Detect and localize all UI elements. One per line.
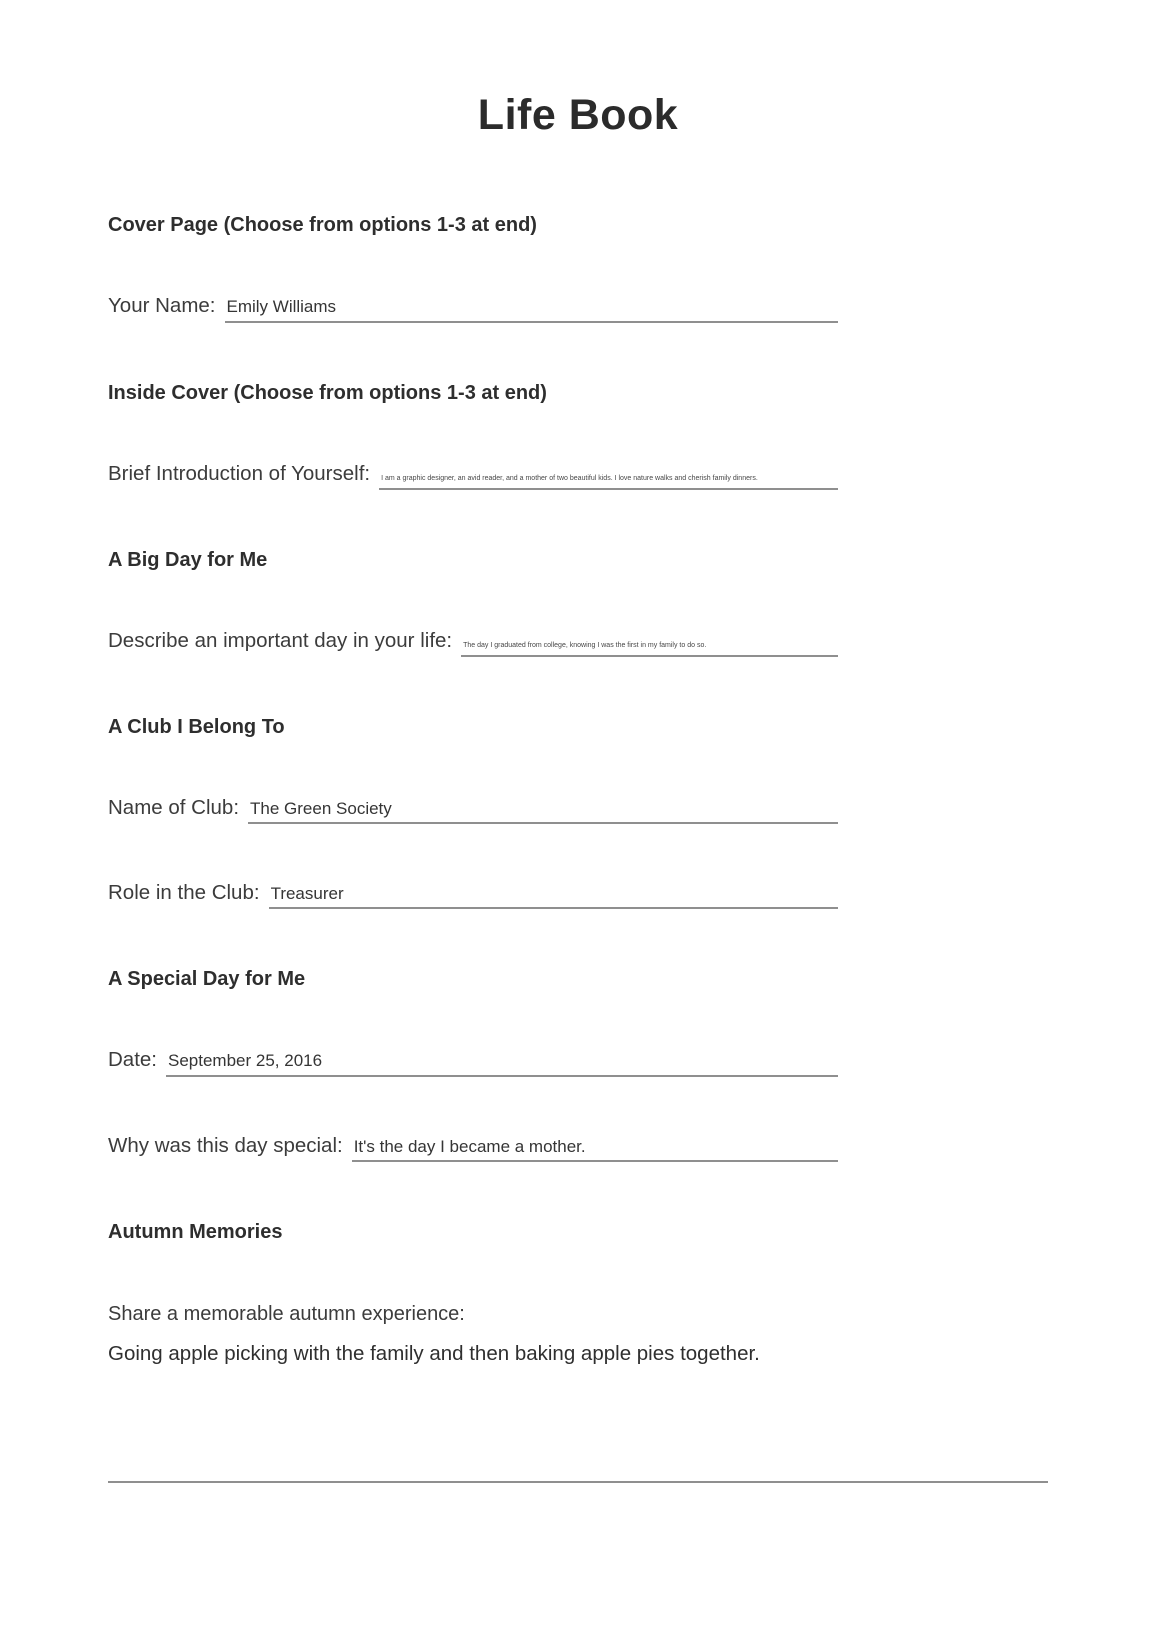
field-why-special: [108, 1134, 838, 1162]
autumn-experience-answer: Going apple picking with the family and then baking apple pies together.: [108, 1342, 760, 1366]
your-name-label: Your Name:: [108, 294, 216, 318]
your-name-value: Emily Williams: [226, 297, 337, 317]
field-important-day: [108, 629, 838, 657]
brief-introduction-label: Brief Introduction of Yourself:: [108, 461, 371, 485]
why-special-input-line[interactable]: [352, 1137, 838, 1162]
answer-blank-line[interactable]: [108, 1481, 1048, 1483]
section-heading-autumn-memories: Autumn Memories: [108, 1221, 283, 1244]
date-label: Date:: [108, 1048, 157, 1072]
date-value: September 25, 2016: [168, 1051, 323, 1071]
field-brief-introduction: [108, 462, 838, 490]
brief-introduction-value: I am a graphic designer, an avid reader, and a mother of two beautiful kids. I love nature walks and cherish family dinners.: [381, 474, 758, 482]
your-name-input-line[interactable]: [225, 297, 839, 322]
section-heading-big-day: A Big Day for Me: [108, 548, 268, 571]
name-of-club-label: Name of Club:: [108, 795, 240, 819]
field-name-of-club: [108, 796, 838, 824]
field-date: [108, 1048, 838, 1076]
autumn-experience-prompt: Share a memorable autumn experience:: [108, 1303, 465, 1326]
role-in-club-label: Role in the Club:: [108, 881, 260, 905]
why-special-value: It's the day I became a mother.: [353, 1136, 586, 1156]
date-input-line[interactable]: [166, 1051, 838, 1076]
name-of-club-input-line[interactable]: [248, 799, 838, 824]
page-title: Life Book: [477, 91, 679, 139]
why-special-label: Why was this day special:: [108, 1133, 343, 1157]
role-in-club-value: Treasurer: [270, 884, 344, 904]
important-day-label: Describe an important day in your life:: [108, 628, 453, 652]
important-day-value: The day I graduated from college, knowing I was the first in my family to do so.: [463, 641, 707, 649]
role-in-club-input-line[interactable]: [269, 884, 838, 909]
section-heading-special-day: A Special Day for Me: [108, 968, 306, 991]
section-heading-cover-page: Cover Page (Choose from options 1-3 at end): [108, 214, 537, 237]
section-heading-club: A Club I Belong To: [108, 715, 285, 738]
name-of-club-value: The Green Society: [250, 798, 392, 818]
brief-introduction-input-line[interactable]: [379, 467, 838, 490]
section-heading-inside-cover: Inside Cover (Choose from options 1-3 at end): [108, 381, 547, 404]
field-your-name: [108, 294, 838, 322]
field-role-in-club: [108, 881, 838, 909]
important-day-input-line[interactable]: [461, 634, 838, 657]
